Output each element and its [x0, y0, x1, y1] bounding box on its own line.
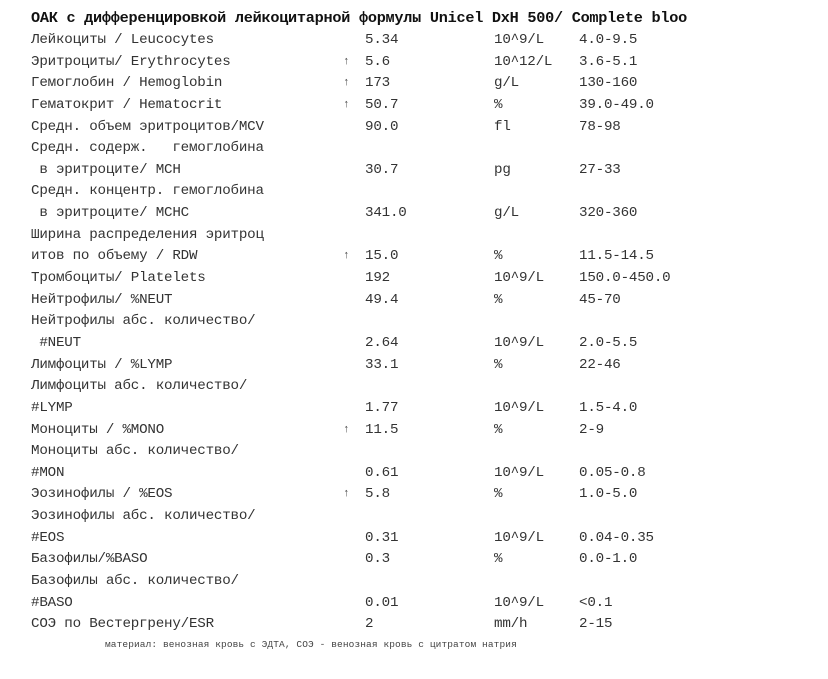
- test-value: 30.7: [365, 161, 399, 178]
- reference-range: 2.0-5.5: [579, 334, 638, 351]
- test-unit: 10^9/L: [494, 464, 544, 481]
- test-name: Моноциты / %MONO: [31, 421, 165, 438]
- results-table: [31, 30, 828, 636]
- test-value: 0.01: [365, 594, 399, 611]
- reference-range: 130-160: [579, 75, 638, 92]
- material-footnote: материал: венозная кровь с ЭДТА, СОЭ - венозная кровь с цитратом натрия: [105, 639, 517, 650]
- result-row: [31, 463, 828, 485]
- result-row: [31, 225, 828, 247]
- test-value: 341.0: [365, 205, 407, 222]
- abnormal-flag: ↑: [343, 77, 350, 90]
- test-unit: 10^9/L: [494, 32, 544, 48]
- reference-range: 27-33: [579, 161, 621, 178]
- test-unit: 10^12/L: [494, 53, 553, 70]
- test-value: 0.3: [365, 551, 390, 568]
- test-name: Базофилы/%BASO: [31, 551, 148, 568]
- test-name: Эозинофилы абс. количество/: [31, 508, 256, 525]
- test-name: Лимфоциты / %LYMP: [31, 356, 173, 373]
- test-name: в эритроците/ MCH: [31, 161, 181, 178]
- test-unit: g/L: [494, 205, 519, 222]
- test-name: #NEUT: [31, 334, 81, 351]
- test-value: 173: [365, 75, 390, 92]
- reference-range: 150.0-450.0: [579, 270, 671, 287]
- test-unit: %: [494, 356, 503, 373]
- test-unit: %: [494, 486, 503, 503]
- test-unit: %: [494, 421, 503, 438]
- test-name: Средн. объем эритроцитов/MCV: [31, 118, 264, 135]
- result-row: [31, 398, 828, 420]
- reference-range: 1.0-5.0: [579, 486, 638, 503]
- test-unit: 10^9/L: [494, 399, 544, 416]
- abnormal-flag: ↑: [343, 488, 350, 501]
- reference-range: 22-46: [579, 356, 621, 373]
- test-unit: fl: [494, 118, 511, 135]
- test-value: 2: [365, 616, 374, 633]
- result-row: [31, 246, 828, 268]
- test-value: 1.77: [365, 399, 399, 416]
- test-unit: %: [494, 551, 503, 568]
- test-value: 5.34: [365, 32, 399, 48]
- reference-range: 0.04-0.35: [579, 529, 654, 546]
- result-row: [31, 290, 828, 312]
- result-row: [31, 268, 828, 290]
- test-name: Базофилы абс. количество/: [31, 573, 239, 590]
- test-value: 0.61: [365, 464, 399, 481]
- test-value: 50.7: [365, 96, 399, 113]
- reference-range: 45-70: [579, 291, 621, 308]
- abnormal-flag: ↑: [343, 250, 350, 263]
- test-unit: pg: [494, 161, 511, 178]
- result-row: [31, 420, 828, 442]
- abnormal-flag: ↑: [343, 423, 350, 436]
- test-name: итов по объему / RDW: [31, 248, 198, 265]
- test-name: Гемоглобин / Hemoglobin: [31, 75, 223, 92]
- result-row: [31, 52, 828, 74]
- test-name: Эритроциты/ Erythrocytes: [31, 53, 231, 70]
- test-value: 11.5: [365, 421, 399, 438]
- report-title: ОАК с дифференцировкой лейкоцитарной формулы Unicel DxH 500/ Complete bloo: [31, 9, 687, 27]
- result-row: [31, 333, 828, 355]
- reference-range: 39.0-49.0: [579, 96, 654, 113]
- test-value: 15.0: [365, 248, 399, 265]
- test-name: #BASO: [31, 594, 73, 611]
- test-value: 5.8: [365, 486, 390, 503]
- result-row: [31, 95, 828, 117]
- test-unit: %: [494, 248, 503, 265]
- test-unit: 10^9/L: [494, 334, 544, 351]
- test-name: Эозинофилы / %EOS: [31, 486, 173, 503]
- test-name: #EOS: [31, 529, 65, 546]
- test-unit: %: [494, 291, 503, 308]
- abnormal-flag: ↑: [343, 98, 350, 111]
- result-row: [31, 376, 828, 398]
- result-row: [31, 441, 828, 463]
- result-row: [31, 181, 828, 203]
- test-value: 0.31: [365, 529, 399, 546]
- test-name: Нейтрофилы абс. количество/: [31, 313, 256, 330]
- reference-range: <0.1: [579, 594, 613, 611]
- test-name: #LYMP: [31, 399, 73, 416]
- result-row: [31, 571, 828, 593]
- test-name: в эритроците/ MCHC: [31, 205, 189, 222]
- abnormal-flag: ↑: [343, 55, 350, 68]
- result-row: [31, 138, 828, 160]
- test-unit: 10^9/L: [494, 270, 544, 287]
- test-value: 2.64: [365, 334, 399, 351]
- test-name: Тромбоциты/ Platelets: [31, 270, 206, 287]
- reference-range: 4.0-9.5: [579, 32, 638, 48]
- test-unit: %: [494, 96, 503, 113]
- result-row: [31, 528, 828, 550]
- test-unit: mm/h: [494, 616, 528, 633]
- test-unit: 10^9/L: [494, 594, 544, 611]
- result-row: [31, 203, 828, 225]
- reference-range: 0.0-1.0: [579, 551, 638, 568]
- test-unit: 10^9/L: [494, 529, 544, 546]
- result-row: [31, 355, 828, 377]
- test-unit: g/L: [494, 75, 519, 92]
- result-row: [31, 117, 828, 139]
- test-name: СОЭ по Вестергрену/ESR: [31, 616, 214, 633]
- reference-range: 3.6-5.1: [579, 53, 638, 70]
- result-row: [31, 160, 828, 182]
- test-name: Гематокрит / Hematocrit: [31, 96, 223, 113]
- reference-range: 0.05-0.8: [579, 464, 646, 481]
- test-name: Моноциты абс. количество/: [31, 443, 239, 460]
- test-name: #MON: [31, 464, 65, 481]
- test-name: Лимфоциты абс. количество/: [31, 378, 248, 395]
- test-name: Лейкоциты / Leucocytes: [31, 32, 214, 48]
- reference-range: 1.5-4.0: [579, 399, 638, 416]
- reference-range: 2-9: [579, 421, 604, 438]
- test-name: Нейтрофилы/ %NEUT: [31, 291, 173, 308]
- result-row: [31, 506, 828, 528]
- test-value: 33.1: [365, 356, 399, 373]
- result-row: [31, 614, 828, 636]
- result-row: [31, 484, 828, 506]
- result-row: [31, 593, 828, 615]
- result-row: [31, 30, 828, 52]
- test-value: 49.4: [365, 291, 399, 308]
- test-value: 192: [365, 270, 390, 287]
- result-row: [31, 549, 828, 571]
- reference-range: 320-360: [579, 205, 638, 222]
- test-value: 90.0: [365, 118, 399, 135]
- test-value: 5.6: [365, 53, 390, 70]
- result-row: [31, 311, 828, 333]
- test-name: Средн. концентр. гемоглобина: [31, 183, 264, 200]
- reference-range: 2-15: [579, 616, 613, 633]
- reference-range: 11.5-14.5: [579, 248, 654, 265]
- test-name: Ширина распределения эритроц: [31, 226, 264, 243]
- test-name: Средн. содерж. гемоглобина: [31, 140, 264, 157]
- reference-range: 78-98: [579, 118, 621, 135]
- result-row: [31, 73, 828, 95]
